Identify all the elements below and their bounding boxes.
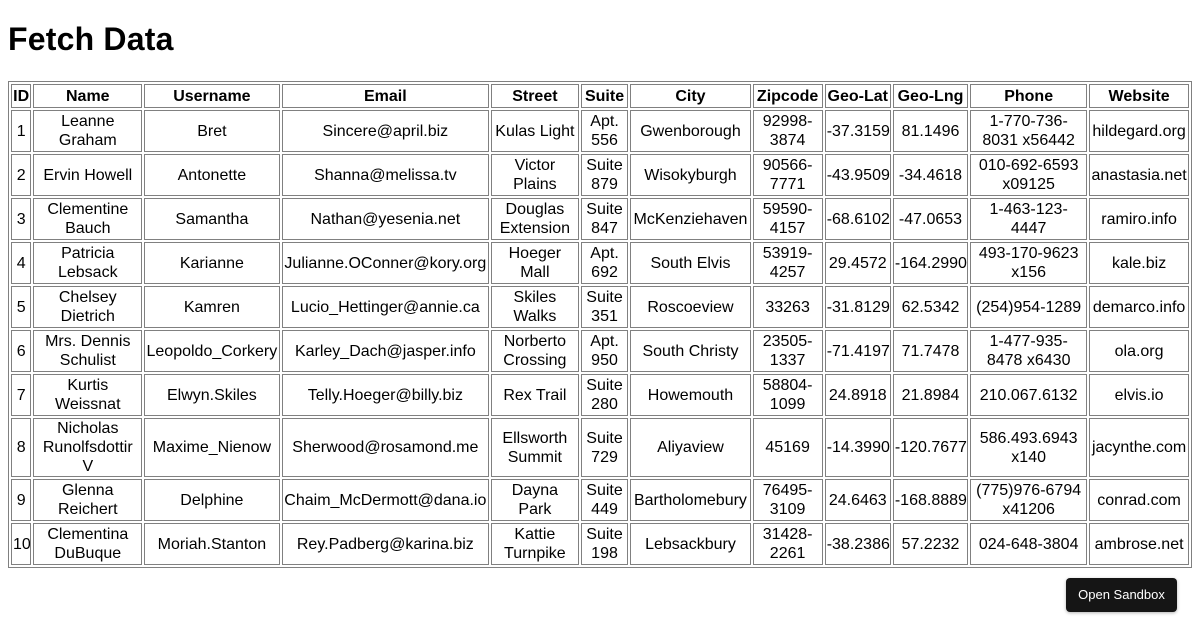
cell-zipcode: 31428-2261 (753, 523, 823, 565)
cell-zipcode: 76495-3109 (753, 479, 823, 521)
cell-name: Chelsey Dietrich (33, 286, 142, 328)
table-row (11, 198, 1189, 240)
cell-phone: 586.493.6943 x140 (970, 418, 1087, 477)
cell-suite: Suite 280 (581, 374, 629, 416)
cell-street: Douglas Extension (491, 198, 579, 240)
cell-city: South Elvis (630, 242, 750, 284)
table-row (11, 286, 1189, 328)
cell-street: Hoeger Mall (491, 242, 579, 284)
cell-suite: Suite 449 (581, 479, 629, 521)
cell-email: Lucio_Hettinger@annie.ca (282, 286, 490, 328)
cell-name: Clementina DuBuque (33, 523, 142, 565)
open-sandbox-button[interactable]: Open Sandbox (1066, 578, 1177, 612)
header-cell-suite: Suite (581, 84, 629, 108)
cell-zipcode: 45169 (753, 418, 823, 477)
cell-geo-lng: 62.5342 (893, 286, 968, 328)
cell-phone: 1-770-736-8031 x56442 (970, 110, 1087, 152)
cell-email: Nathan@yesenia.net (282, 198, 490, 240)
cell-geo-lng: 21.8984 (893, 374, 968, 416)
cell-id: 2 (11, 154, 31, 196)
cell-website: ambrose.net (1089, 523, 1189, 565)
header-cell-name: Name (33, 84, 142, 108)
cell-username: Samantha (144, 198, 279, 240)
header-cell-street: Street (491, 84, 579, 108)
cell-name: Leanne Graham (33, 110, 142, 152)
cell-street: Rex Trail (491, 374, 579, 416)
cell-name: Kurtis Weissnat (33, 374, 142, 416)
cell-geo-lat: -43.9509 (825, 154, 891, 196)
users-table (8, 81, 1192, 568)
table-row (11, 523, 1189, 565)
cell-email: Sincere@april.biz (282, 110, 490, 152)
cell-street: Norberto Crossing (491, 330, 579, 372)
header-cell-phone: Phone (970, 84, 1087, 108)
cell-suite: Suite 879 (581, 154, 629, 196)
cell-geo-lng: -47.0653 (893, 198, 968, 240)
cell-suite: Suite 198 (581, 523, 629, 565)
cell-website: jacynthe.com (1089, 418, 1189, 477)
cell-phone: (775)976-6794 x41206 (970, 479, 1087, 521)
cell-phone: 210.067.6132 (970, 374, 1087, 416)
cell-id: 6 (11, 330, 31, 372)
cell-website: elvis.io (1089, 374, 1189, 416)
cell-email: Telly.Hoeger@billy.biz (282, 374, 490, 416)
table-row (11, 154, 1189, 196)
cell-email: Sherwood@rosamond.me (282, 418, 490, 477)
cell-zipcode: 58804-1099 (753, 374, 823, 416)
cell-username: Elwyn.Skiles (144, 374, 279, 416)
table-row (11, 110, 1189, 152)
cell-city: Lebsackbury (630, 523, 750, 565)
cell-street: Skiles Walks (491, 286, 579, 328)
cell-city: Roscoeview (630, 286, 750, 328)
cell-zipcode: 90566-7771 (753, 154, 823, 196)
cell-name: Nicholas Runolfsdottir V (33, 418, 142, 477)
table-body (11, 110, 1189, 565)
cell-name: Clementine Bauch (33, 198, 142, 240)
cell-id: 3 (11, 198, 31, 240)
cell-city: McKenziehaven (630, 198, 750, 240)
cell-username: Maxime_Nienow (144, 418, 279, 477)
cell-city: Aliyaview (630, 418, 750, 477)
cell-geo-lng: -120.7677 (893, 418, 968, 477)
header-cell-username: Username (144, 84, 279, 108)
header-cell-id: ID (11, 84, 31, 108)
cell-website: kale.biz (1089, 242, 1189, 284)
cell-zipcode: 59590-4157 (753, 198, 823, 240)
cell-street: Kattie Turnpike (491, 523, 579, 565)
cell-city: Bartholomebury (630, 479, 750, 521)
cell-zipcode: 53919-4257 (753, 242, 823, 284)
cell-geo-lng: -164.2990 (893, 242, 968, 284)
cell-geo-lng: 71.7478 (893, 330, 968, 372)
cell-website: hildegard.org (1089, 110, 1189, 152)
cell-geo-lng: -34.4618 (893, 154, 968, 196)
cell-geo-lat: -14.3990 (825, 418, 891, 477)
cell-username: Leopoldo_Corkery (144, 330, 279, 372)
table-row (11, 330, 1189, 372)
cell-id: 10 (11, 523, 31, 565)
cell-geo-lat: -31.8129 (825, 286, 891, 328)
cell-suite: Suite 351 (581, 286, 629, 328)
table-row (11, 374, 1189, 416)
table-row (11, 479, 1189, 521)
cell-city: Wisokyburgh (630, 154, 750, 196)
cell-geo-lng: 81.1496 (893, 110, 968, 152)
cell-street: Dayna Park (491, 479, 579, 521)
cell-street: Victor Plains (491, 154, 579, 196)
cell-geo-lng: 57.2232 (893, 523, 968, 565)
page-title: Fetch Data (8, 21, 174, 57)
cell-zipcode: 23505-1337 (753, 330, 823, 372)
cell-email: Chaim_McDermott@dana.io (282, 479, 490, 521)
cell-id: 5 (11, 286, 31, 328)
cell-phone: (254)954-1289 (970, 286, 1087, 328)
cell-suite: Suite 729 (581, 418, 629, 477)
cell-geo-lng: -168.8889 (893, 479, 968, 521)
cell-geo-lat: 24.8918 (825, 374, 891, 416)
cell-website: ola.org (1089, 330, 1189, 372)
table-row (11, 418, 1189, 477)
cell-phone: 1-463-123-4447 (970, 198, 1087, 240)
cell-city: Howemouth (630, 374, 750, 416)
cell-phone: 010-692-6593 x09125 (970, 154, 1087, 196)
cell-name: Glenna Reichert (33, 479, 142, 521)
cell-website: conrad.com (1089, 479, 1189, 521)
cell-id: 8 (11, 418, 31, 477)
cell-suite: Apt. 556 (581, 110, 629, 152)
cell-phone: 1-477-935-8478 x6430 (970, 330, 1087, 372)
cell-email: Rey.Padberg@karina.biz (282, 523, 490, 565)
cell-email: Julianne.OConner@kory.org (282, 242, 490, 284)
header-cell-zipcode: Zipcode (753, 84, 823, 108)
cell-zipcode: 92998-3874 (753, 110, 823, 152)
cell-suite: Suite 847 (581, 198, 629, 240)
cell-email: Karley_Dach@jasper.info (282, 330, 490, 372)
cell-geo-lat: -37.3159 (825, 110, 891, 152)
cell-website: demarco.info (1089, 286, 1189, 328)
cell-username: Karianne (144, 242, 279, 284)
cell-phone: 024-648-3804 (970, 523, 1087, 565)
table-row (11, 242, 1189, 284)
header-cell-geo-lat: Geo-Lat (825, 84, 891, 108)
cell-street: Ellsworth Summit (491, 418, 579, 477)
header-cell-email: Email (282, 84, 490, 108)
cell-geo-lat: -71.4197 (825, 330, 891, 372)
cell-geo-lat: -38.2386 (825, 523, 891, 565)
cell-username: Delphine (144, 479, 279, 521)
cell-geo-lat: 29.4572 (825, 242, 891, 284)
cell-username: Antonette (144, 154, 279, 196)
cell-suite: Apt. 950 (581, 330, 629, 372)
cell-id: 4 (11, 242, 31, 284)
header-row (11, 84, 1189, 108)
header-cell-geo-lng: Geo-Lng (893, 84, 968, 108)
cell-street: Kulas Light (491, 110, 579, 152)
cell-id: 1 (11, 110, 31, 152)
cell-id: 7 (11, 374, 31, 416)
cell-id: 9 (11, 479, 31, 521)
cell-website: ramiro.info (1089, 198, 1189, 240)
cell-username: Moriah.Stanton (144, 523, 279, 565)
cell-username: Bret (144, 110, 279, 152)
cell-suite: Apt. 692 (581, 242, 629, 284)
cell-username: Kamren (144, 286, 279, 328)
cell-phone: 493-170-9623 x156 (970, 242, 1087, 284)
cell-name: Patricia Lebsack (33, 242, 142, 284)
cell-zipcode: 33263 (753, 286, 823, 328)
cell-geo-lat: 24.6463 (825, 479, 891, 521)
cell-geo-lat: -68.6102 (825, 198, 891, 240)
cell-name: Mrs. Dennis Schulist (33, 330, 142, 372)
cell-name: Ervin Howell (33, 154, 142, 196)
cell-email: Shanna@melissa.tv (282, 154, 490, 196)
header-cell-website: Website (1089, 84, 1189, 108)
cell-city: South Christy (630, 330, 750, 372)
cell-city: Gwenborough (630, 110, 750, 152)
cell-website: anastasia.net (1089, 154, 1189, 196)
header-cell-city: City (630, 84, 750, 108)
